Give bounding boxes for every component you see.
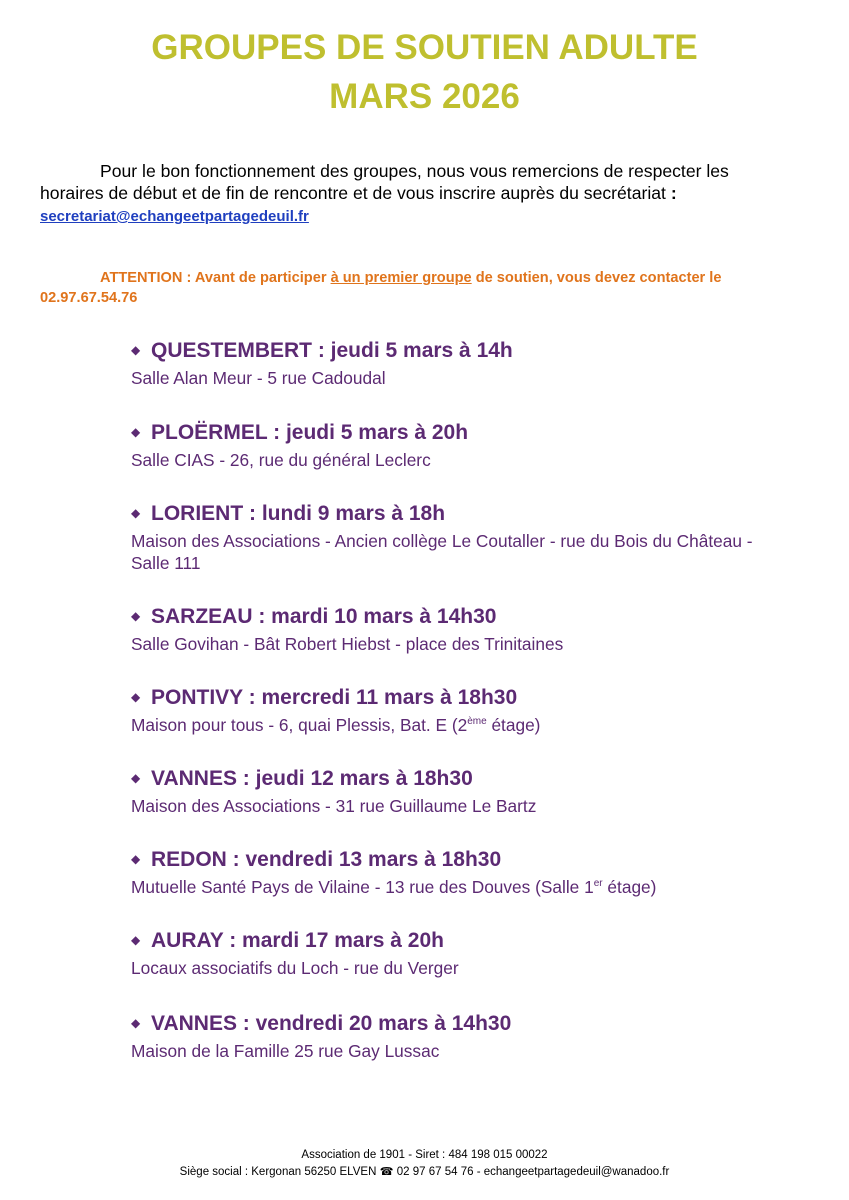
attention-text-end: de soutien, vous devez contacter le 02.97.67.54.76 — [40, 270, 722, 306]
group-entry-questembert — [131, 337, 781, 389]
group-heading: PONTIVY : mercredi 11 mars à 18h30 — [151, 686, 518, 709]
group-heading: SARZEAU : mardi 10 mars à 14h30 — [151, 605, 497, 628]
page-subtitle-month: MARS 2026 — [329, 77, 520, 116]
attention-underlined: à un premier groupe — [330, 270, 472, 286]
group-heading: PLOËRMEL : jeudi 5 mars à 20h — [151, 421, 469, 444]
group-location: Maison de la Famille 25 rue Gay Lussac — [131, 1041, 440, 1061]
group-heading: LORIENT : lundi 9 mars à 18h — [151, 502, 446, 525]
telephone-icon: ☎ — [379, 1166, 394, 1178]
intro-text: Pour le bon fonctionnement des groupes, nous vous remercions de respecter les horaires de début et de fin de rencontre et de vous inscrire auprès du secrétariat — [40, 161, 729, 203]
group-location: Mutuelle Santé Pays de Vilaine - 13 rue des Douves (Salle 1er étage) — [131, 877, 657, 897]
group-entry-redon — [131, 846, 781, 898]
attention-notice — [40, 268, 800, 308]
group-heading: VANNES : vendredi 20 mars à 14h30 — [151, 1012, 512, 1035]
group-location: Maison pour tous - 6, quai Plessis, Bat. E (2ème étage) — [131, 715, 541, 735]
diamond-bullet-icon: ◆ — [131, 343, 141, 357]
diamond-bullet-icon: ◆ — [131, 771, 141, 785]
diamond-bullet-icon: ◆ — [131, 425, 141, 439]
group-entry-sarzeau — [131, 603, 781, 655]
diamond-bullet-icon: ◆ — [131, 852, 141, 866]
intro-colon: : — [670, 183, 677, 203]
group-location: Salle Govihan - Bât Robert Hiebst - place des Trinitaines — [131, 634, 564, 654]
group-entry-vannes-jeudi — [131, 765, 781, 817]
group-heading: QUESTEMBERT : jeudi 5 mars à 14h — [151, 339, 513, 362]
diamond-bullet-icon: ◆ — [131, 506, 141, 520]
footer-contact-line: Siège social : Kergonan 56250 ELVEN ☎ 02 97 67 54 76 - echangeetpartagedeuil@wanadoo.fr — [0, 1164, 849, 1181]
secretariat-email-link[interactable]: secretariat@echangeetpartagedeuil.fr — [40, 208, 309, 225]
group-heading: REDON : vendredi 13 mars à 18h30 — [151, 848, 502, 871]
diamond-bullet-icon: ◆ — [131, 933, 141, 947]
footer-association-line: Association de 1901 - Siret : 484 198 015 00022 — [301, 1149, 548, 1161]
diamond-bullet-icon: ◆ — [131, 1016, 141, 1030]
diamond-bullet-icon: ◆ — [131, 609, 141, 623]
page-title: GROUPES DE SOUTIEN ADULTE — [151, 28, 698, 67]
group-location: Salle Alan Meur - 5 rue Cadoudal — [131, 368, 386, 388]
group-entry-vannes-vendredi — [131, 1010, 781, 1062]
group-heading: VANNES : jeudi 12 mars à 18h30 — [151, 767, 473, 790]
group-location: Maison des Associations - Ancien collège Le Coutaller - rue du Bois du Château - Salle 111 — [131, 531, 753, 573]
intro-paragraph — [40, 160, 780, 228]
group-location: Salle CIAS - 26, rue du général Leclerc — [131, 450, 431, 470]
group-entry-ploermel — [131, 419, 781, 471]
group-heading: AURAY : mardi 17 mars à 20h — [151, 929, 444, 952]
group-entry-lorient — [131, 500, 781, 574]
attention-text-start: ATTENTION : Avant de participer — [100, 270, 331, 286]
group-entry-pontivy — [131, 684, 781, 736]
group-location: Locaux associatifs du Loch - rue du Verger — [131, 958, 459, 978]
group-location: Maison des Associations - 31 rue Guillaume Le Bartz — [131, 796, 537, 816]
group-entry-auray — [131, 927, 781, 979]
diamond-bullet-icon: ◆ — [131, 690, 141, 704]
